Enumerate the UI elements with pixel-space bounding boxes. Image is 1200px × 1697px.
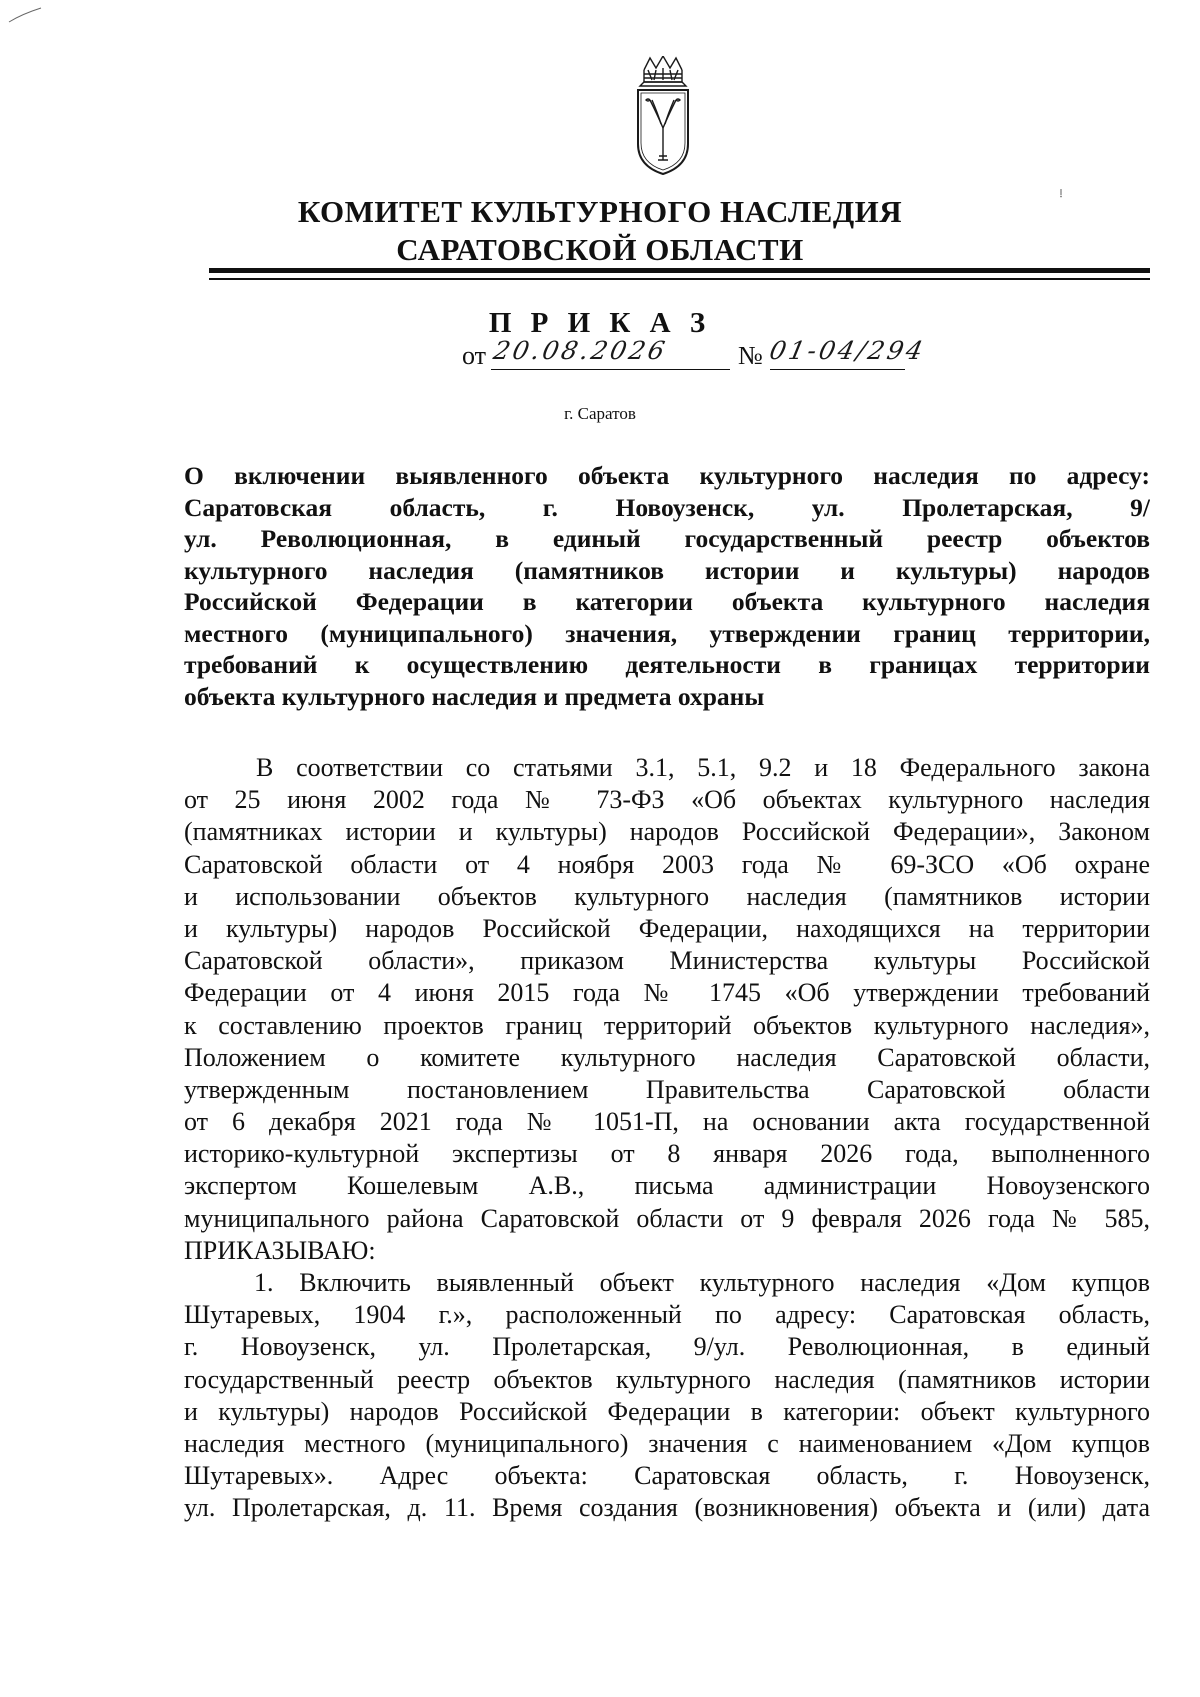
body-line: Саратовской области», приказом Министерства культуры Российской <box>184 946 1150 976</box>
body-line: утвержденным постановлением Правительства Саратовской области <box>184 1074 1150 1104</box>
order-body <box>184 752 1150 1525</box>
header-rule-thick <box>209 268 1150 273</box>
organization-name-line2: САРАТОВСКОЙ ОБЛАСТИ <box>396 232 804 267</box>
subject-line: ул. Революционная, в единый государственный реестр объектов <box>184 524 1150 553</box>
header-rule-thin <box>209 278 1150 280</box>
body-line: экспертом Кошелевым А.В., письма администрации Новоузенского <box>184 1171 1150 1201</box>
subject-line: Саратовская область, г. Новоузенск, ул. Пролетарская, 9/ <box>184 492 1150 522</box>
subject-line: культурного наследия (памятников истории и культуры) народов <box>184 555 1150 585</box>
subject-line: объекта культурного наследия и предмета охраны <box>184 681 765 711</box>
body-line: наследия местного (муниципального) значения с наименованием «Дом купцов <box>184 1428 1150 1458</box>
body-line: от 6 декабря 2021 года № 1051-П, на основании акта государственной <box>184 1107 1150 1137</box>
body-line: ул. Пролетарская, д. 11. Время создания (возникновения) объекта и (или) дата <box>184 1493 1150 1523</box>
body-line: и использовании объектов культурного наследия (памятников истории <box>184 881 1150 911</box>
body-line: к составлению проектов границ территорий объектов культурного наследия», <box>184 1010 1150 1040</box>
scan-mark <box>8 6 42 24</box>
body-line: Положением о комитете культурного наследия Саратовской области, <box>184 1042 1150 1072</box>
document-type-title: П Р И К А З <box>488 307 712 339</box>
body-line: государственный реестр объектов культурного наследия (памятников истории <box>184 1364 1150 1394</box>
handwritten-number: 01-04/294 <box>766 336 929 365</box>
body-line: муниципального района Саратовской области от 9 февраля 2026 года № 585, <box>184 1203 1150 1233</box>
body-line: Шутаревых». Адрес объекта: Саратовская область, г. Новоузенск, <box>184 1461 1150 1491</box>
subject-line: местного (муниципального) значения, утверждении границ территории, <box>184 618 1150 648</box>
body-line: г. Новоузенск, ул. Пролетарская, 9/ул. Революционная, в единый <box>184 1332 1150 1362</box>
body-line: от 25 июня 2002 года № 73-ФЗ «Об объектах культурного наследия <box>184 785 1150 815</box>
subject-line: Российской Федерации в категории объекта культурного наследия <box>184 587 1150 616</box>
city-label: г. Саратов <box>564 404 636 423</box>
body-line: В соответствии со статьями 3.1, 5.1, 9.2 и 18 Федерального закона <box>256 753 1150 782</box>
body-line: историко-культурной экспертизы от 8 января 2026 года, выполненного <box>184 1139 1150 1169</box>
date-prefix: от <box>462 341 487 370</box>
body-line: 1. Включить выявленный объект культурного наследия «Дом купцов <box>254 1268 1150 1297</box>
body-line: Саратовской области от 4 ноября 2003 года № 69-ЗСО «Об охране <box>184 849 1150 879</box>
number-prefix: № <box>738 341 763 370</box>
order-subject <box>184 460 1150 712</box>
order-decree-word: ПРИКАЗЫВАЮ: <box>184 1235 376 1265</box>
body-line: и культуры) народов Российской Федерации в категории: объект культурного <box>184 1396 1150 1426</box>
body-line: Федерации от 4 июня 2015 года № 1745 «Об утверждении требований <box>184 978 1150 1008</box>
body-line: и культуры) народов Российской Федерации, находящихся на территории <box>184 913 1150 943</box>
date-blank-line <box>491 369 730 370</box>
body-line: Шутаревых, 1904 г.», расположенный по адресу: Саратовская область, <box>184 1300 1150 1330</box>
handwritten-date: 20.08.2026 <box>490 336 671 365</box>
organization-name-line1: КОМИТЕТ КУЛЬТУРНОГО НАСЛЕДИЯ <box>297 194 903 229</box>
body-line: (памятниках истории и культуры) народов Российской Федерации», Законом <box>184 817 1150 847</box>
coat-of-arms-icon <box>628 56 698 178</box>
number-blank-line <box>770 369 905 370</box>
subject-line: О включении выявленного объекта культурного наследия по адресу: <box>184 461 1150 490</box>
subject-line: требований к осуществлению деятельности в границах территории <box>184 650 1150 679</box>
